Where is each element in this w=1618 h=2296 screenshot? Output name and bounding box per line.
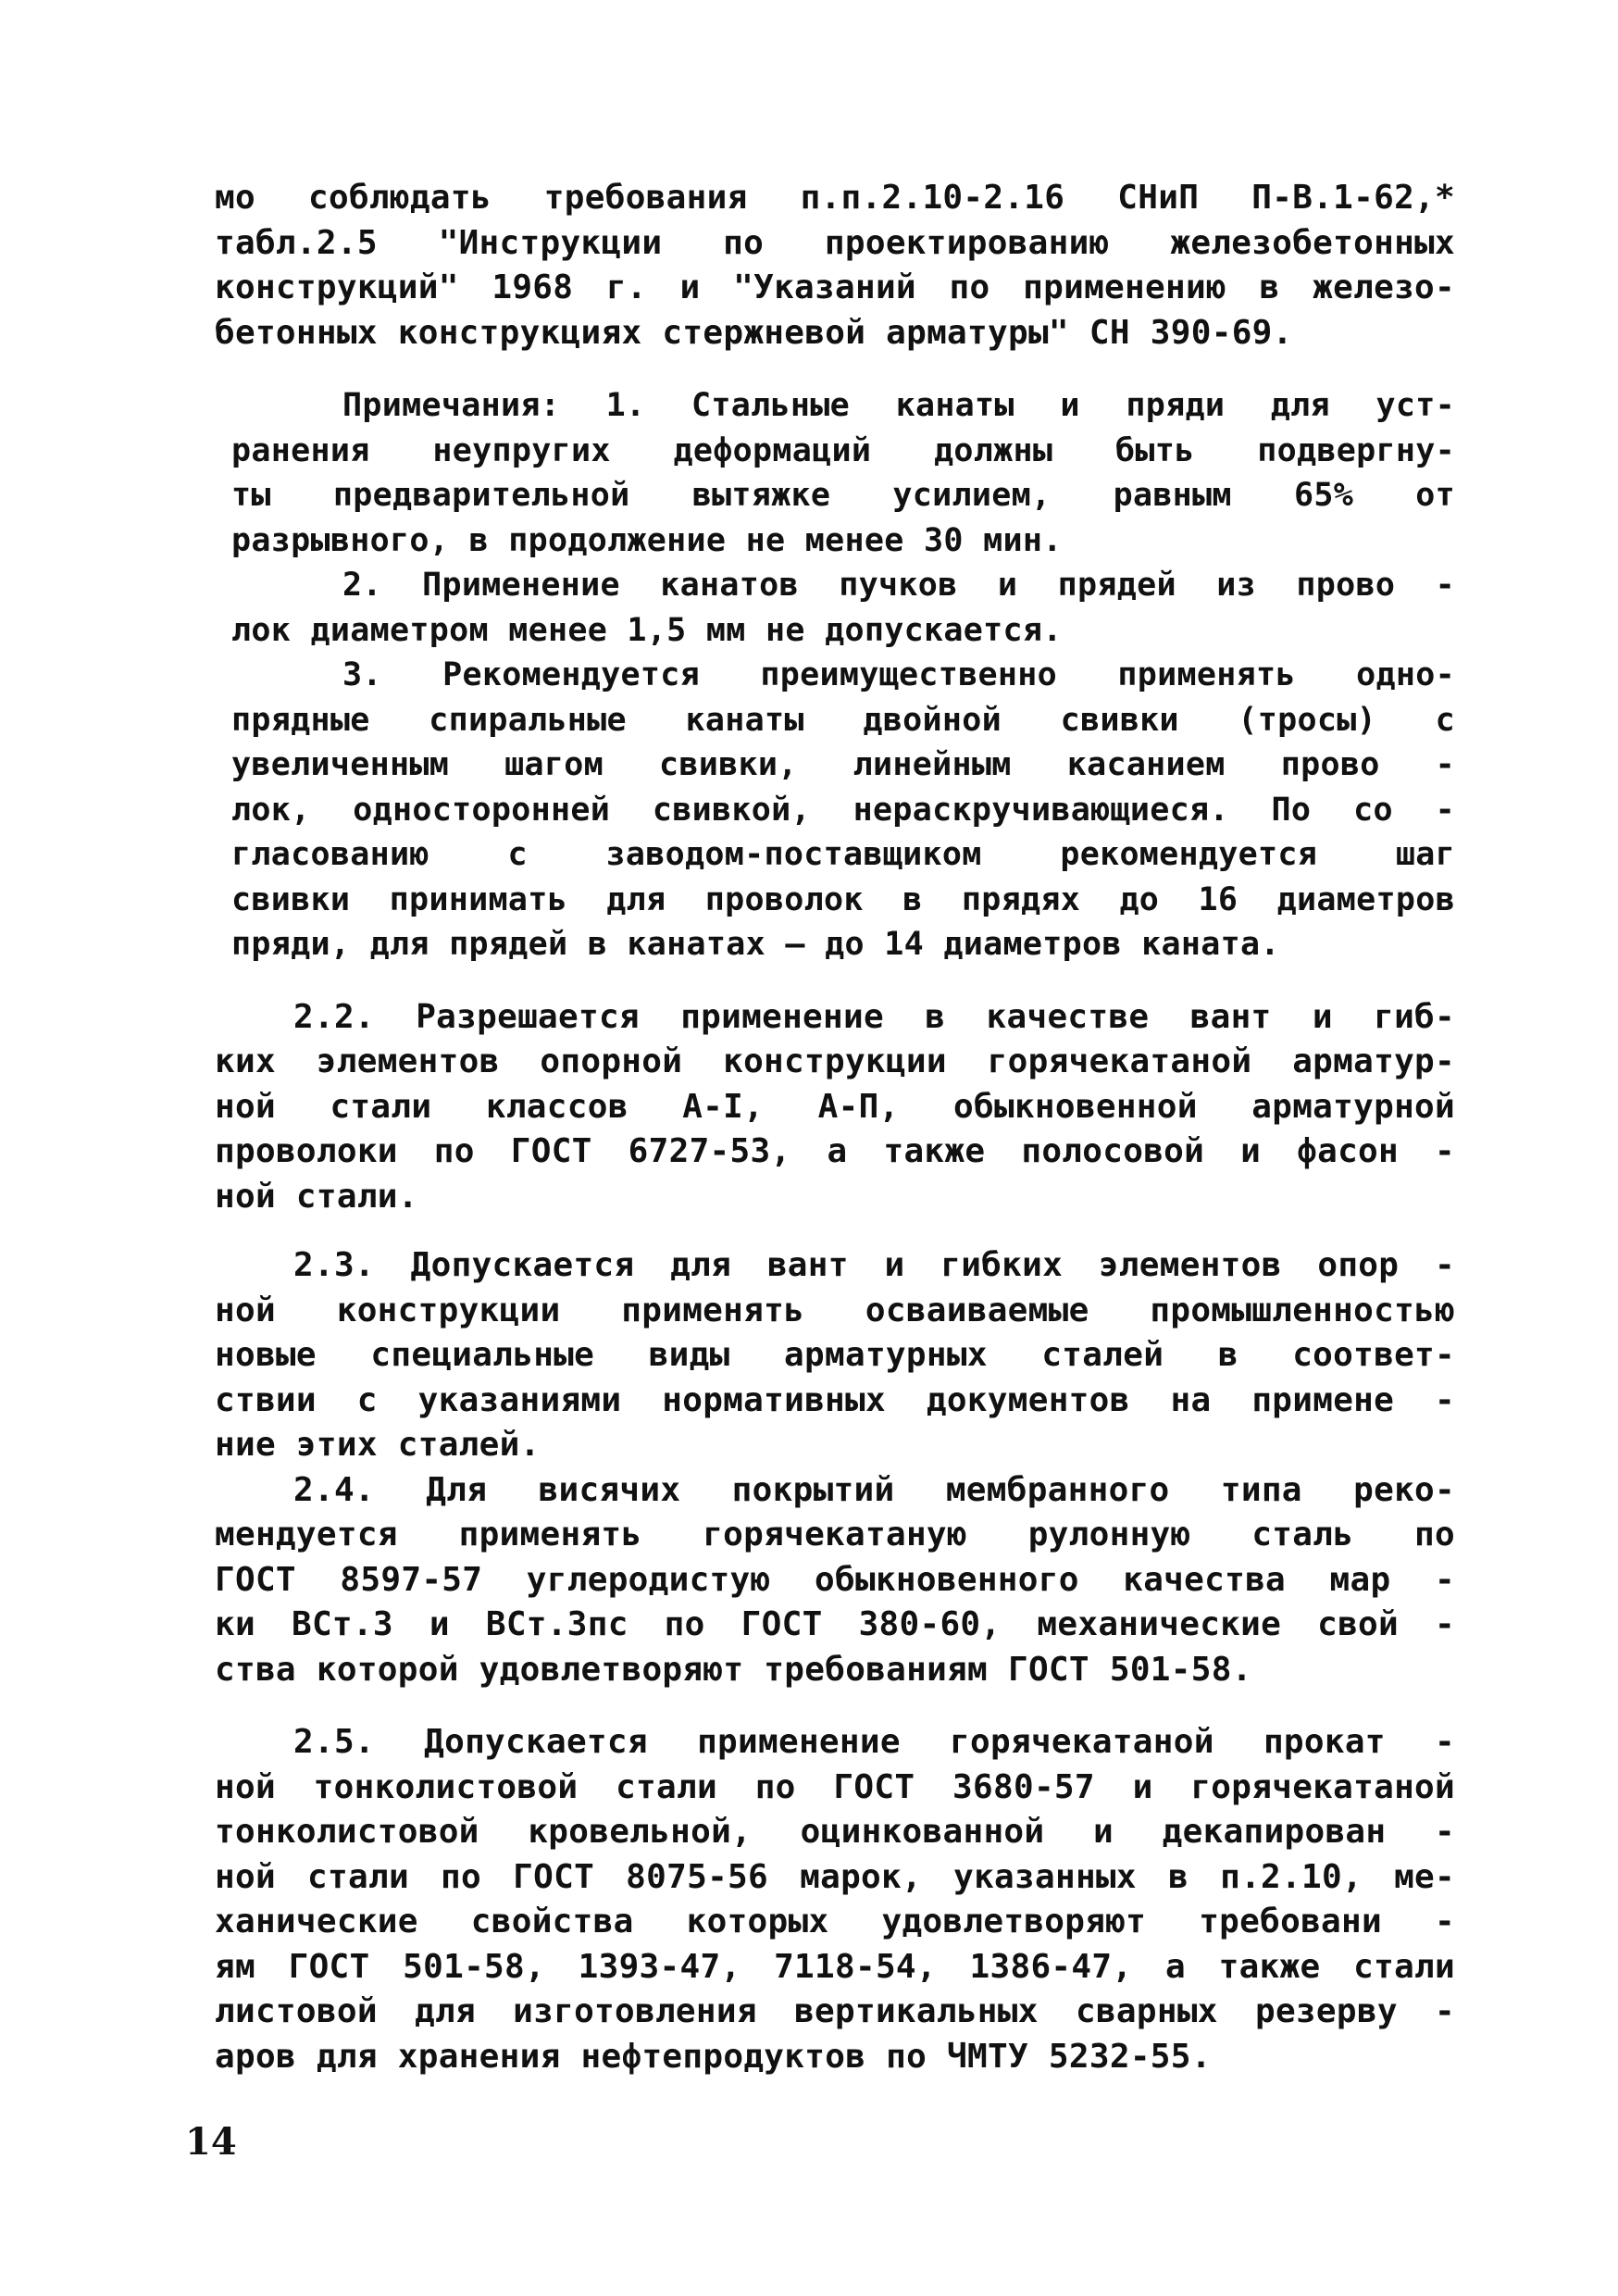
- text-line: проволоки по ГОСТ 6727-53, а также полосовой и фасон -: [215, 1132, 1455, 1170]
- text-line: ГОСТ 8597-57 углеродистую обыкновенного качества мар -: [215, 1560, 1455, 1599]
- text-line: ной стали.: [215, 1177, 418, 1216]
- text-line: Примечания: 1. Стальные канаты и пряди для уст-: [342, 387, 1455, 424]
- text-line: ной конструкции применять осваиваемые промышленностью: [215, 1291, 1455, 1329]
- text-line: тонколистовой кровельной, оцинкованной и декапирован -: [215, 1813, 1455, 1851]
- text-line: табл.2.5 "Инструкции по проектированию железобетонных: [215, 223, 1455, 262]
- note-3: [215, 653, 1455, 967]
- text-line: ханические свойства которых удовлетворяют требовани -: [215, 1903, 1455, 1940]
- text-line: ной тонколистовой стали по ГОСТ 3680-57 и горячекатаной: [215, 1767, 1455, 1806]
- text-line: ям ГОСТ 501-58, 1393-47, 7118-54, 1386-47, а также стали: [215, 1947, 1455, 1986]
- text-line: мо соблюдать требования п.п.2.10-2.16 СНиП П-В.1-62,*: [215, 179, 1455, 217]
- text-line: лок диаметром менее 1,5 мм не допускается.: [231, 611, 1063, 649]
- note-2: [215, 563, 1455, 653]
- text-line: ние этих сталей.: [215, 1426, 541, 1464]
- text-line: ства которой удовлетворяют требованиям ГОСТ 501-58.: [215, 1650, 1252, 1689]
- text-line: ной стали классов А-I, А-П, обыкновенной арматурной: [215, 1087, 1455, 1126]
- text-line: лок, односторонней свивкой, нераскручивающиеся. По со -: [231, 791, 1455, 829]
- text-line: ки ВСт.3 и ВСт.3пс по ГОСТ 380-60, механические свой -: [215, 1605, 1455, 1643]
- text-line: разрывного, в продолжение не менее 30 мин.: [231, 521, 1063, 559]
- text-line: ранения неупругих деформаций должны быть подвергну-: [231, 431, 1455, 469]
- text-line: 3. Рекомендуется преимущественно применять одно-: [342, 656, 1455, 693]
- note-1: [215, 383, 1455, 563]
- text-line: 2.3. Допускается для вант и гибких элементов опор -: [293, 1246, 1455, 1284]
- intro-paragraph: [215, 176, 1455, 356]
- text-line: прядные спиральные канаты двойной свивки (тросы) с: [231, 701, 1455, 739]
- text-line: свивки принимать для проволок в прядях до 16 диаметров: [231, 880, 1455, 918]
- text-line: 2.5. Допускается применение горячекатаной прокат -: [293, 1723, 1455, 1761]
- text-line: 2.4. Для висячих покрытий мембранного типа реко-: [293, 1470, 1455, 1509]
- section-2-4: [215, 1468, 1455, 1693]
- page-number: 14: [185, 2120, 237, 2164]
- text-line: пряди, для прядей в канатах – до 14 диаметров каната.: [231, 926, 1280, 963]
- section-2-3: [215, 1243, 1455, 1468]
- text-line: листовой для изготовления вертикальных сварных резерву -: [215, 1992, 1455, 2030]
- text-line: ной стали по ГОСТ 8075-56 марок, указанных в п.2.10, ме-: [215, 1857, 1455, 1896]
- text-line: 2.2. Разрешается применение в качестве вант и гиб-: [293, 997, 1455, 1036]
- text-line: конструкций" 1968 г. и "Указаний по применению в железо-: [215, 268, 1455, 306]
- text-line: 2. Применение канатов пучков и прядей из прово -: [342, 567, 1455, 604]
- text-line: ких элементов опорной конструкции горячекатаной арматур-: [215, 1042, 1455, 1080]
- section-2-5: [215, 1720, 1455, 2079]
- text-line: ты предварительной вытяжке усилием, равным 65% от: [231, 477, 1455, 514]
- text-line: мендуется применять горячекатаную рулонную сталь по: [215, 1516, 1455, 1554]
- text-line: гласованию с заводом-поставщиком рекомендуется шаг: [231, 836, 1455, 873]
- text-line: увеличенным шагом свивки, линейным касанием прово -: [231, 746, 1455, 783]
- text-line: бетонных конструкциях стержневой арматуры" СН 390-69.: [215, 313, 1293, 352]
- section-2-2: [215, 995, 1455, 1220]
- text-line: новые специальные виды арматурных сталей в соответ-: [215, 1336, 1455, 1374]
- text-line: ствии с указаниями нормативных документов на примене -: [215, 1380, 1455, 1419]
- text-line: аров для хранения нефтепродуктов по ЧМТУ 5232-55.: [215, 2037, 1212, 2076]
- notes-block: [215, 383, 1455, 967]
- document-page: [215, 176, 1455, 2079]
